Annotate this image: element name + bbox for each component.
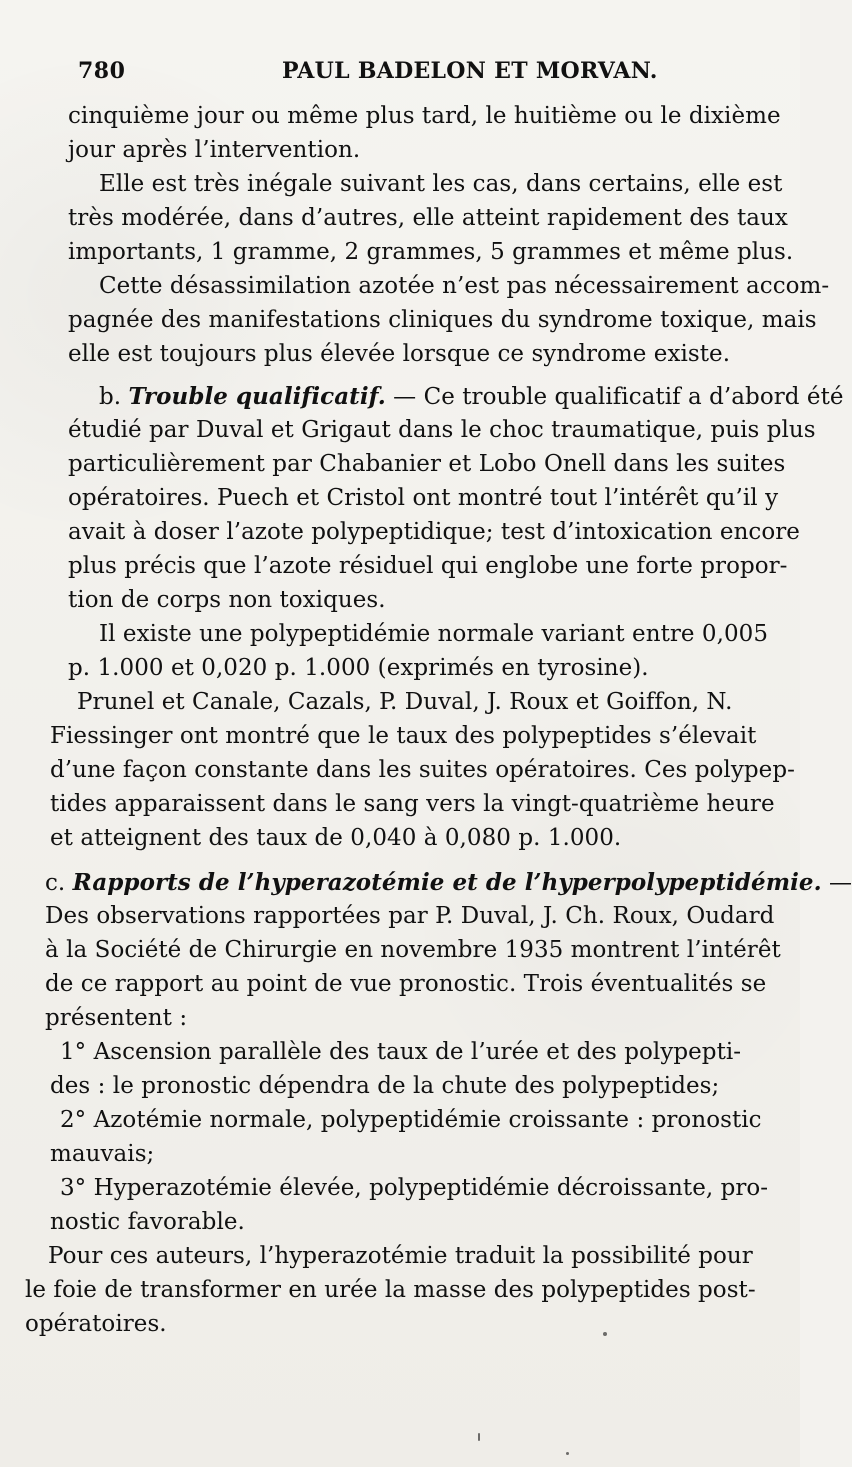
section-c-rest: —	[821, 870, 852, 896]
text-line-18: Prunel et Canale, Cazals, P. Duval, J. Roux et Goiffon, N.	[77, 689, 733, 715]
paper-speck-2	[566, 1452, 569, 1455]
section-b-label: b.	[99, 384, 129, 410]
text-line-31: mauvais;	[50, 1141, 155, 1167]
text-line-24: Des observations rapportées par P. Duval, J. Ch. Roux, Oudard	[45, 903, 775, 929]
text-line-2: jour après l’intervention.	[68, 137, 361, 163]
text-line-17: p. 1.000 et 0,020 p. 1.000 (exprimés en tyrosine).	[68, 655, 649, 681]
text-line-21: tides apparaissent dans le sang vers la vingt-quatrième heure	[50, 791, 775, 817]
text-line-29: des : le pronostic dépendra de la chute des polypeptides;	[50, 1073, 720, 1099]
section-c-label: c.	[45, 870, 73, 896]
text-line-8: elle est toujours plus élevée lorsque ce syndrome existe.	[68, 341, 731, 367]
text-line-20: d’une façon constante dans les suites opératoires. Ces polypep-	[50, 757, 795, 783]
text-line-4: très modérée, dans d’autres, elle atteint rapidement des taux	[68, 205, 788, 231]
text-line-35: le foie de transformer en urée la masse des polypeptides post-	[25, 1277, 756, 1303]
page-number: 780	[78, 58, 126, 84]
text-line-19: Fiessinger ont montré que le taux des polypeptides s’élevait	[50, 723, 757, 749]
text-line-7: pagnée des manifestations cliniques du syndrome toxique, mais	[68, 307, 817, 333]
text-line-1: cinquième jour ou même plus tard, le huitième ou le dixième	[68, 103, 781, 129]
paper-speck-1	[603, 1332, 607, 1336]
section-b-title: Trouble qualificatif.	[128, 383, 386, 410]
text-line-14: plus précis que l’azote résiduel qui englobe une forte propor-	[68, 553, 788, 579]
text-line-34: Pour ces auteurs, l’hyperazotémie traduit la possibilité pour	[48, 1243, 753, 1269]
text-line-15: tion de corps non toxiques.	[68, 587, 386, 613]
paper-speck-3	[478, 1433, 480, 1441]
text-line-32: 3° Hyperazotémie élevée, polypeptidémie décroissante, pro-	[60, 1175, 769, 1201]
text-line-28: 1° Ascension parallèle des taux de l’urée et des polypepti-	[60, 1039, 742, 1065]
text-line-11: particulièrement par Chabanier et Lobo Onell dans les suites	[68, 451, 786, 477]
text-line-27: présentent :	[45, 1005, 188, 1031]
text-line-12: opératoires. Puech et Cristol ont montré tout l’intérêt qu’il y	[68, 485, 779, 511]
section-b-heading-line	[99, 381, 844, 413]
text-line-3: Elle est très inégale suivant les cas, dans certains, elle est	[99, 171, 783, 197]
text-line-16: Il existe une polypeptidémie normale variant entre 0,005	[99, 621, 769, 647]
text-line-25: à la Société de Chirurgie en novembre 1935 montrent l’intérêt	[45, 937, 781, 963]
text-line-26: de ce rapport au point de vue pronostic. Trois éventualités se	[45, 971, 767, 997]
text-line-33: nostic favorable.	[50, 1209, 245, 1235]
running-head: PAUL BADELON ET MORVAN.	[282, 58, 658, 84]
section-b-rest: — Ce trouble qualificatif a d’abord été	[385, 384, 844, 410]
text-line-10: étudié par Duval et Grigaut dans le choc traumatique, puis plus	[68, 417, 816, 443]
text-line-5: importants, 1 gramme, 2 grammes, 5 grammes et même plus.	[68, 239, 794, 265]
text-line-30: 2° Azotémie normale, polypeptidémie croissante : pronostic	[60, 1107, 762, 1133]
section-c-title: Rapports de l’hyperazotémie et de l’hyperpolypeptidémie.	[72, 869, 822, 896]
text-line-6: Cette désassimilation azotée n’est pas nécessairement accom-	[99, 273, 830, 299]
page-header	[78, 58, 770, 88]
text-line-36: opératoires.	[25, 1311, 167, 1337]
section-c-heading-line	[45, 867, 852, 899]
text-line-22: et atteignent des taux de 0,040 à 0,080 p. 1.000.	[50, 825, 622, 851]
text-line-13: avait à doser l’azote polypeptidique; test d’intoxication encore	[68, 519, 800, 545]
